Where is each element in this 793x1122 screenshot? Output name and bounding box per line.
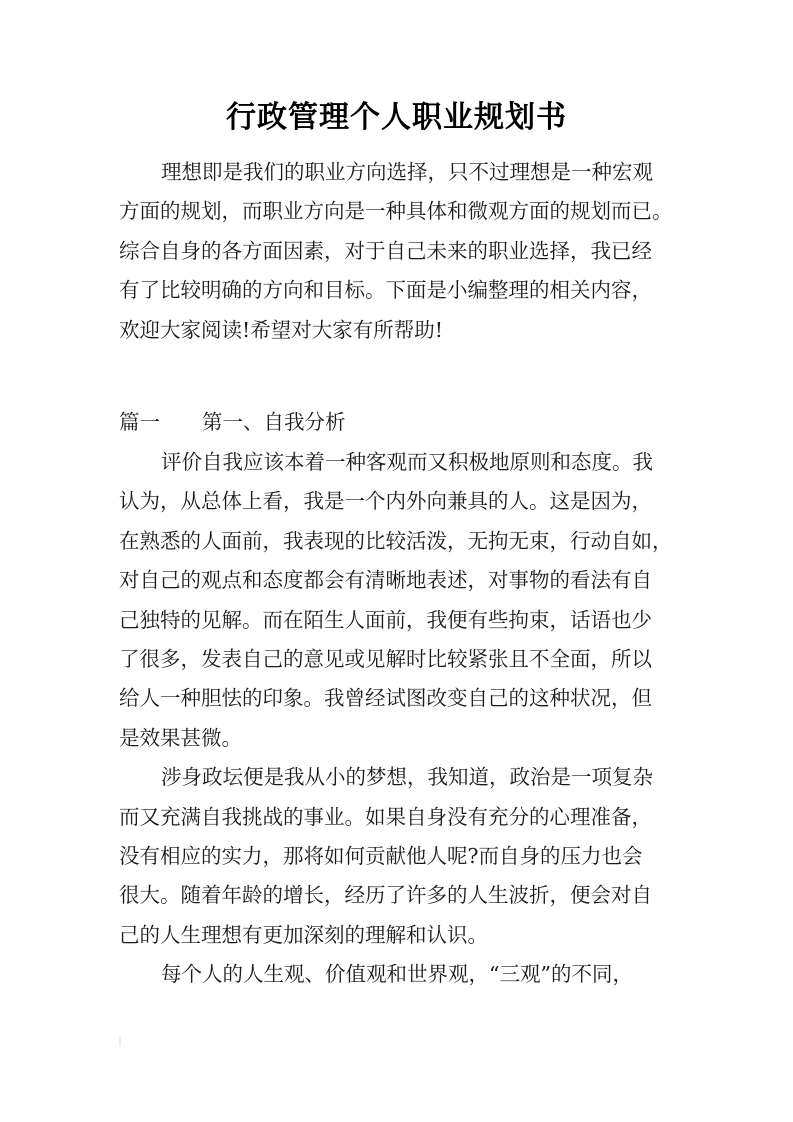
paragraph-political-dream bbox=[119, 758, 679, 955]
text-line: 欢迎大家阅读!希望对大家有所帮助! bbox=[119, 317, 443, 342]
section-part-label: 篇一 bbox=[119, 410, 160, 434]
text-line: 己的人生理想有更加深刻的理解和认识。 bbox=[119, 922, 488, 947]
section-body bbox=[119, 443, 679, 994]
page-artifact-mark bbox=[119, 1036, 121, 1046]
text-line: 综合自身的各方面因素，对于自己未来的职业选择，我已经 bbox=[119, 238, 652, 263]
paragraph-self-evaluation bbox=[119, 443, 679, 758]
text-line: 对自己的观点和态度都会有清晰地表述，对事物的看法有自 bbox=[119, 568, 652, 593]
section-title: 第一、自我分析 bbox=[202, 410, 346, 434]
text-line: 理想即是我们的职业方向选择，只不过理想是一种宏观 bbox=[161, 160, 653, 184]
text-line: 了很多，发表自己的意见或见解时比较紧张且不全面，所以 bbox=[119, 646, 652, 671]
text-line: 没有相应的实力，那将如何贡献他人呢?而自身的压力也会 bbox=[119, 843, 643, 868]
text-line: 给人一种胆怯的印象。我曾经试图改变自己的这种状况，但 bbox=[119, 686, 652, 711]
intro-paragraph bbox=[119, 153, 679, 350]
text-line: 而又充满自我挑战的事业。如果自身没有充分的心理准备， bbox=[119, 804, 652, 829]
text-line: 涉身政坛便是我从小的梦想，我知道，政治是一项复杂 bbox=[161, 765, 653, 790]
text-line: 很大。随着年龄的增长，经历了许多的人生波折，便会对自 bbox=[119, 883, 652, 908]
paragraph-three-views bbox=[119, 955, 679, 994]
text-line: 认为，从总体上看，我是一个内外向兼具的人。这是因为， bbox=[119, 489, 652, 514]
text-line: 是效果甚微。 bbox=[119, 725, 242, 750]
text-line: 每个人的人生观、价值观和世界观，“三观”的不同， bbox=[161, 962, 633, 987]
document-title: 行政管理个人职业规划书 bbox=[226, 100, 567, 135]
text-line: 己独特的见解。而在陌生人面前，我便有些拘束，话语也少 bbox=[119, 607, 652, 632]
text-line: 方面的规划，而职业方向是一种具体和微观方面的规划而已。 bbox=[119, 199, 673, 224]
text-line: 评价自我应该本着一种客观而又积极地原则和态度。我 bbox=[161, 450, 653, 474]
text-line: 在熟悉的人面前，我表现的比较活泼，无拘无束，行动自如， bbox=[119, 528, 673, 553]
text-line: 有了比较明确的方向和目标。下面是小编整理的相关内容， bbox=[119, 278, 652, 303]
section-heading bbox=[119, 403, 346, 442]
